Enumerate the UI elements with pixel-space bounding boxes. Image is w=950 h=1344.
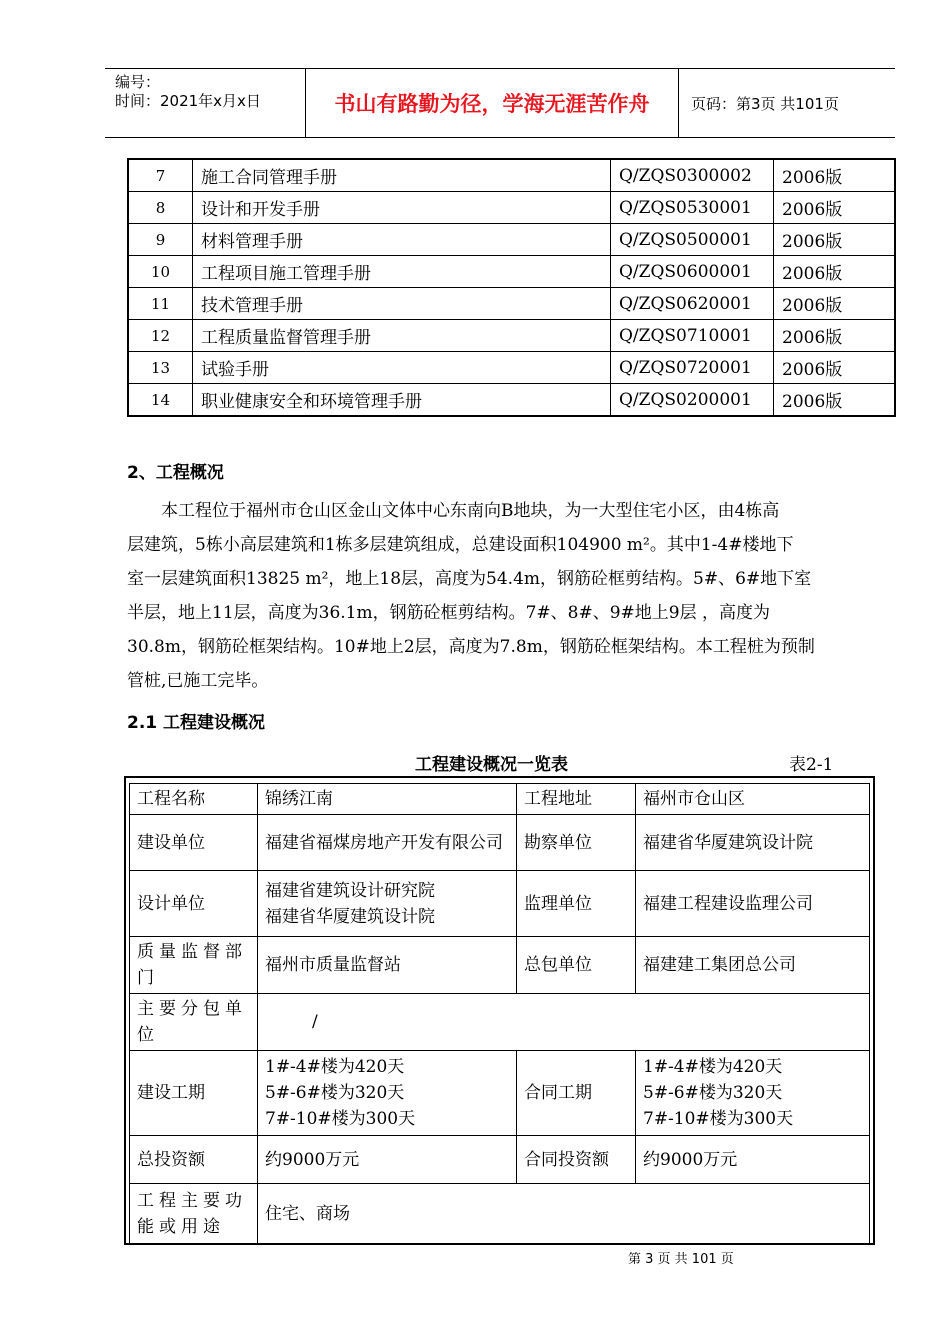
paragraph-line: 室一层建筑面积13825 m²，地上18层，高度为54.4m，钢筋砼框剪结构。5#、6#地下室 bbox=[127, 569, 812, 589]
table-caption: 工程建设概况一览表 bbox=[415, 755, 568, 775]
table-row bbox=[128, 224, 895, 256]
document-code: Q/ZQS0500001 bbox=[611, 224, 774, 256]
document-name: 施工合同管理手册 bbox=[193, 159, 611, 192]
table-row bbox=[130, 784, 870, 815]
page-footer: 第 3 页 共 101 页 bbox=[628, 1252, 734, 1267]
table-row bbox=[128, 159, 895, 192]
document-name: 工程项目施工管理手册 bbox=[193, 256, 611, 288]
row-number: 12 bbox=[128, 320, 193, 352]
paragraph-line: 半层，地上11层，高度为36.1m，钢筋砼框剪结构。7#、8#、9#地上9层 ，高度为 bbox=[127, 603, 771, 623]
document-version: 2006版 bbox=[774, 320, 896, 352]
gc: 福建建工集团总公司 bbox=[636, 937, 870, 994]
document-code: Q/ZQS0600001 bbox=[611, 256, 774, 288]
period-line: 7#-10#楼为300天 bbox=[265, 1109, 416, 1129]
table-row bbox=[128, 320, 895, 352]
period-line: 1#-4#楼为420天 bbox=[265, 1057, 405, 1077]
document-code: Q/ZQS0300002 bbox=[611, 159, 774, 192]
document-code: Q/ZQS0200001 bbox=[611, 384, 774, 417]
table-row bbox=[128, 288, 895, 320]
subsection-heading: 2.1 工程建设概况 bbox=[127, 713, 266, 733]
table-row bbox=[130, 1136, 870, 1184]
document-name: 工程质量监督管理手册 bbox=[193, 320, 611, 352]
subcontractor-label: 主要分包单位 bbox=[130, 994, 258, 1051]
page-header bbox=[105, 68, 895, 138]
period-line: 5#-6#楼为320天 bbox=[265, 1083, 405, 1103]
function-label: 工程主要功能或用途 bbox=[130, 1184, 258, 1244]
survey-label: 勘察单位 bbox=[517, 815, 636, 871]
paragraph-line: 本工程位于福州市仓山区金山文体中心东南向B地块，为一大型住宅小区，由4栋高 bbox=[161, 501, 780, 521]
project-name-label: 工程名称 bbox=[130, 784, 258, 815]
document-name: 材料管理手册 bbox=[193, 224, 611, 256]
document-version: 2006版 bbox=[774, 288, 896, 320]
document-code: Q/ZQS0530001 bbox=[611, 192, 774, 224]
document-version: 2006版 bbox=[774, 224, 896, 256]
row-number: 13 bbox=[128, 352, 193, 384]
table-row bbox=[130, 937, 870, 994]
row-number: 14 bbox=[128, 384, 193, 417]
function: 住宅、商场 bbox=[258, 1184, 870, 1244]
table-row bbox=[130, 994, 870, 1051]
document-list-table bbox=[127, 158, 896, 417]
header-meta bbox=[105, 69, 305, 137]
table-row bbox=[130, 1051, 870, 1136]
quality: 福州市质量监督站 bbox=[258, 937, 517, 994]
table-row bbox=[128, 384, 895, 417]
document-code: Q/ZQS0710001 bbox=[611, 320, 774, 352]
document-version: 2006版 bbox=[774, 256, 896, 288]
contract-period-label: 合同工期 bbox=[517, 1051, 636, 1136]
document-version: 2006版 bbox=[774, 352, 896, 384]
document-name: 设计和开发手册 bbox=[193, 192, 611, 224]
table-row bbox=[128, 352, 895, 384]
number-label: 编号： bbox=[115, 73, 161, 91]
document-name: 技术管理手册 bbox=[193, 288, 611, 320]
header-page-info: 页码：第3页 共101页 bbox=[691, 94, 839, 113]
quality-label: 质量监督部门 bbox=[130, 937, 258, 994]
header-motto: 书山有路勤为径，学海无涯苦作舟 bbox=[305, 69, 679, 137]
supervision: 福建工程建设监理公司 bbox=[636, 871, 870, 937]
document-name: 职业健康安全和环境管理手册 bbox=[193, 384, 611, 417]
contract-invest: 约9000万元 bbox=[636, 1136, 870, 1184]
design-label: 设计单位 bbox=[130, 871, 258, 937]
invest: 约9000万元 bbox=[258, 1136, 517, 1184]
supervision-label: 监理单位 bbox=[517, 871, 636, 937]
document-version: 2006版 bbox=[774, 159, 896, 192]
design-unit-1: 福建省建筑设计研究院 bbox=[265, 880, 435, 901]
table-row bbox=[130, 815, 870, 871]
design bbox=[258, 871, 517, 937]
design-unit-2: 福建省华厦建筑设计院 bbox=[265, 906, 435, 927]
contract-period-line: 5#-6#楼为320天 bbox=[643, 1083, 783, 1103]
project-info-table bbox=[129, 783, 870, 1244]
subcontractor: / bbox=[258, 994, 870, 1051]
owner: 福建省福煤房地产开发有限公司 bbox=[258, 815, 517, 871]
site: 福州市仓山区 bbox=[636, 784, 870, 815]
time-label: 时间：2021年x月x日 bbox=[115, 92, 261, 110]
table-row bbox=[128, 256, 895, 288]
table-row bbox=[130, 871, 870, 937]
site-label: 工程地址 bbox=[517, 784, 636, 815]
document-version: 2006版 bbox=[774, 192, 896, 224]
contract-period bbox=[636, 1051, 870, 1136]
paragraph-line: 层建筑，5栋小高层建筑和1栋多层建筑组成，总建设面积104900 m²。其中1-4#楼地下 bbox=[127, 535, 794, 555]
document-version: 2006版 bbox=[774, 384, 896, 417]
period-label: 建设工期 bbox=[130, 1051, 258, 1136]
row-number: 11 bbox=[128, 288, 193, 320]
paragraph-line: 管桩,已施工完毕。 bbox=[127, 671, 269, 691]
survey: 福建省华厦建筑设计院 bbox=[636, 815, 870, 871]
contract-period-line: 1#-4#楼为420天 bbox=[643, 1057, 783, 1077]
owner-label: 建设单位 bbox=[130, 815, 258, 871]
gc-label: 总包单位 bbox=[517, 937, 636, 994]
section-heading: 2、工程概况 bbox=[127, 463, 224, 483]
table-number: 表2-1 bbox=[789, 755, 834, 775]
document-code: Q/ZQS0620001 bbox=[611, 288, 774, 320]
paragraph-line: 30.8m，钢筋砼框架结构。10#地上2层，高度为7.8m，钢筋砼框架结构。本工程桩为预制 bbox=[127, 637, 815, 657]
contract-invest-label: 合同投资额 bbox=[517, 1136, 636, 1184]
project-name: 锦绣江南 bbox=[258, 784, 517, 815]
overview-paragraph bbox=[127, 494, 873, 698]
document-name: 试验手册 bbox=[193, 352, 611, 384]
row-number: 9 bbox=[128, 224, 193, 256]
contract-period-line: 7#-10#楼为300天 bbox=[643, 1109, 794, 1129]
row-number: 8 bbox=[128, 192, 193, 224]
row-number: 10 bbox=[128, 256, 193, 288]
row-number: 7 bbox=[128, 159, 193, 192]
invest-label: 总投资额 bbox=[130, 1136, 258, 1184]
document-code: Q/ZQS0720001 bbox=[611, 352, 774, 384]
period bbox=[258, 1051, 517, 1136]
table-row bbox=[128, 192, 895, 224]
table-row bbox=[130, 1184, 870, 1244]
